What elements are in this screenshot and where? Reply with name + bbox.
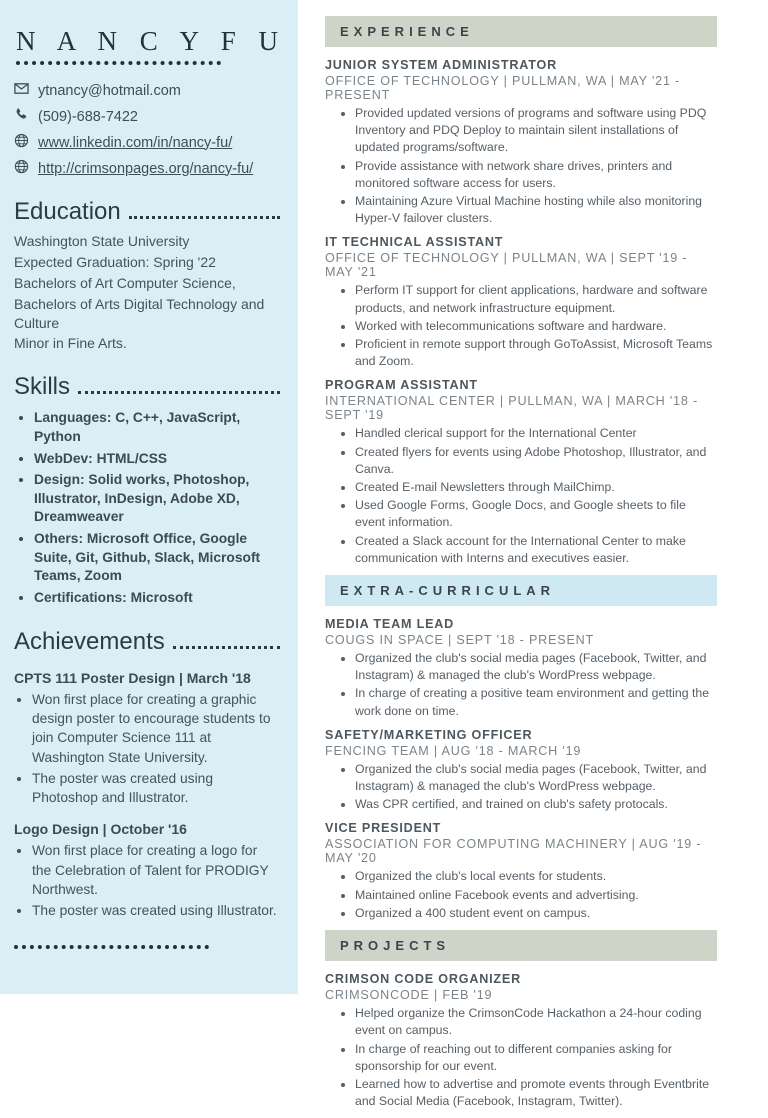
skill-item: • WebDev: HTML/CSS — [34, 450, 280, 469]
entry-subtitle: COUGS IN SPACE | SEPT '18 - PRESENT — [325, 633, 595, 648]
entry-bullet: • Was CPR certified, and trained on club's safety protocals. — [355, 796, 717, 813]
achievement-bullets — [32, 690, 280, 808]
entry-bullet: • In charge of creating a positive team environment and getting the work done on time. — [355, 685, 717, 719]
contact-link[interactable]: http://crimsonpages.org/nancy-fu/ — [38, 160, 254, 177]
entry-bullet: • Proficient in remote support through GoToAssist, Microsoft Teams and Zoom. — [355, 336, 717, 370]
entry-bullet: • Maintaining Azure Virtual Machine hosting while also monitoring Hyper-V failover clusters. — [355, 193, 717, 227]
entry-title: SAFETY/MARKETING OFFICER — [325, 727, 533, 742]
phone-icon — [14, 107, 29, 126]
entry-bullet: • Organized the club's social media pages (Facebook, Twitter, and Instagram) & managed the club's WordPress webpage. — [355, 650, 717, 684]
entry-bullets — [355, 425, 717, 567]
entry-bullet: • Perform IT support for client applications, hardware and software products, and network infrastructure equipment. — [355, 282, 717, 316]
entry-bullets — [355, 282, 717, 370]
achievements-list — [14, 670, 280, 921]
resume-entry — [325, 972, 717, 1110]
achievement-title: Logo Design | October '16 — [14, 821, 187, 838]
contact-text: (509)-688-7422 — [38, 108, 138, 125]
entry-title: PROGRAM ASSISTANT — [325, 378, 478, 393]
entry-bullets — [355, 1005, 717, 1110]
resume-entry — [325, 235, 717, 370]
education-line: Expected Graduation: Spring '22 — [14, 253, 216, 270]
entry-bullet: • Provided updated versions of programs and software using PDQ Inventory and PDQ Deploy to maintain silent installations of updated programs/software. — [355, 105, 717, 157]
entry-bullet: • Created E-mail Newsletters through MailChimp. — [355, 479, 717, 496]
name-dotted-divider — [16, 61, 221, 65]
entry-bullet: • Worked with telecommunications software and hardware. — [355, 318, 717, 335]
section-bar-projects: PROJECTS — [325, 930, 717, 961]
skill-item: • Languages: C, C++, JavaScript, Python — [34, 409, 280, 446]
entry-bullets — [355, 761, 717, 814]
entry-bullet: • Helped organize the CrimsonCode Hackathon a 24-hour coding event on campus. — [355, 1005, 717, 1039]
education-details — [14, 232, 280, 353]
entry-title: IT TECHNICAL ASSISTANT — [325, 235, 504, 250]
contact-text: ytnancy@hotmail.com — [38, 82, 181, 99]
heading-dots — [129, 216, 280, 219]
resume-entry — [325, 821, 717, 922]
entry-subtitle: OFFICE OF TECHNOLOGY | PULLMAN, WA | SEPT '19 - MAY '21 — [325, 251, 688, 280]
entry-bullet: • Created a Slack account for the International Center to make communication with Interns and executives easier. — [355, 533, 717, 567]
entry-bullet: • Handled clerical support for the International Center — [355, 425, 717, 442]
entry-title: CRIMSON CODE ORGANIZER — [325, 972, 522, 987]
skills-list — [34, 409, 280, 607]
skill-item: • Design: Solid works, Photoshop, Illustrator, InDesign, Adobe XD, Dreamweaver — [34, 471, 280, 527]
achievement-entry — [14, 670, 280, 808]
entry-bullet: • In charge of reaching out to different companies asking for sponsorship for our event. — [355, 1041, 717, 1075]
achievement-bullet: • Won first place for creating a graphic design poster to encourage students to join Computer Science 111 at Washington State University. — [32, 690, 280, 767]
contact-link[interactable]: www.linkedin.com/in/nancy-fu/ — [38, 134, 233, 151]
education-line: Bachelors of Art Computer Science, — [14, 274, 236, 291]
resume-entry — [325, 617, 717, 720]
achievement-bullets — [32, 841, 280, 920]
skill-item: • Certifications: Microsoft — [34, 589, 280, 608]
resume-entry — [325, 58, 717, 227]
education-line: Washington State University — [14, 233, 190, 249]
achievement-bullet: • The poster was created using Illustrator. — [32, 901, 280, 920]
contact-row — [14, 133, 280, 152]
entry-subtitle: INTERNATIONAL CENTER | PULLMAN, WA | MARCH '18 - SEPT '19 — [325, 394, 698, 423]
entry-bullet: • Learned how to advertise and promote events through Eventbrite and Social Media (Facebook, Instagram, Twitter). — [355, 1076, 717, 1110]
entry-bullet: • Organized a 400 student event on campus. — [355, 905, 717, 922]
entry-bullets — [355, 868, 717, 922]
education-line: Bachelors of Arts Digital Technology and Culture — [14, 295, 265, 331]
contact-row — [14, 107, 280, 126]
section-bar-experience: EXPERIENCE — [325, 16, 717, 47]
entry-subtitle: CRIMSONCODE | FEB '19 — [325, 988, 493, 1003]
heading-dots — [173, 646, 280, 649]
skills-heading-row — [14, 373, 280, 401]
entry-bullet: • Used Google Forms, Google Docs, and Google sheets to file event information. — [355, 497, 717, 531]
contact-list — [14, 81, 280, 178]
achievement-title: CPTS 111 Poster Design | March '18 — [14, 669, 251, 686]
bottom-dotted-divider — [14, 945, 209, 949]
contact-row — [14, 81, 280, 100]
entry-title: JUNIOR SYSTEM ADMINISTRATOR — [325, 58, 557, 72]
entry-subtitle: OFFICE OF TECHNOLOGY | PULLMAN, WA | MAY '21 - PRESENT — [325, 74, 681, 102]
education-heading: Education — [14, 198, 121, 225]
entry-title: MEDIA TEAM LEAD — [325, 617, 455, 632]
entry-title: VICE PRESIDENT — [325, 821, 442, 836]
achievement-bullet: • The poster was created using Photoshop and Illustrator. — [32, 769, 280, 808]
achievements-heading-row — [14, 628, 280, 656]
contact-row — [14, 159, 280, 178]
education-line: Minor in Fine Arts. — [14, 335, 127, 352]
resume-entry — [325, 728, 717, 814]
heading-dots — [78, 391, 280, 394]
entry-bullet: • Provide assistance with network share drives, printers and monitored software access for users. — [355, 158, 717, 192]
achievement-bullet: • Won first place for creating a logo for the Celebration of Talent for PRODIGY Northwest. — [32, 841, 280, 899]
email-icon — [14, 81, 29, 100]
entry-bullets — [355, 105, 717, 227]
entry-bullets — [355, 650, 717, 720]
section-bar-extra-curricular: EXTRA-CURRICULAR — [325, 575, 717, 606]
skills-heading: Skills — [14, 373, 71, 401]
achievements-heading: Achievements — [14, 627, 165, 655]
globe-icon — [14, 159, 29, 178]
entry-bullet: • Organized the club's local events for students. — [355, 868, 717, 885]
entry-subtitle: FENCING TEAM | AUG '18 - MARCH '19 — [325, 743, 582, 758]
globe-icon — [14, 133, 29, 152]
entry-bullet: • Organized the club's social media pages (Facebook, Twitter, and Instagram) & managed the club's WordPress webpage. — [355, 761, 717, 795]
entry-subtitle: ASSOCIATION FOR COMPUTING MACHINERY | AUG '19 - MAY '20 — [325, 837, 702, 866]
resume-entry — [325, 378, 717, 567]
sidebar — [0, 0, 298, 994]
entry-bullet: • Maintained online Facebook events and advertising. — [355, 887, 717, 904]
entry-bullet: • Created flyers for events using Adobe Photoshop, Illustrator, and Canva. — [355, 444, 717, 478]
main-column — [325, 10, 717, 1118]
skill-item: • Others: Microsoft Office, Google Suite, Git, Github, Slack, Microsoft Teams, Zoom — [34, 530, 280, 586]
achievement-entry — [14, 821, 280, 920]
person-name: N A N C Y F U — [16, 26, 287, 56]
education-heading-row — [14, 198, 280, 226]
